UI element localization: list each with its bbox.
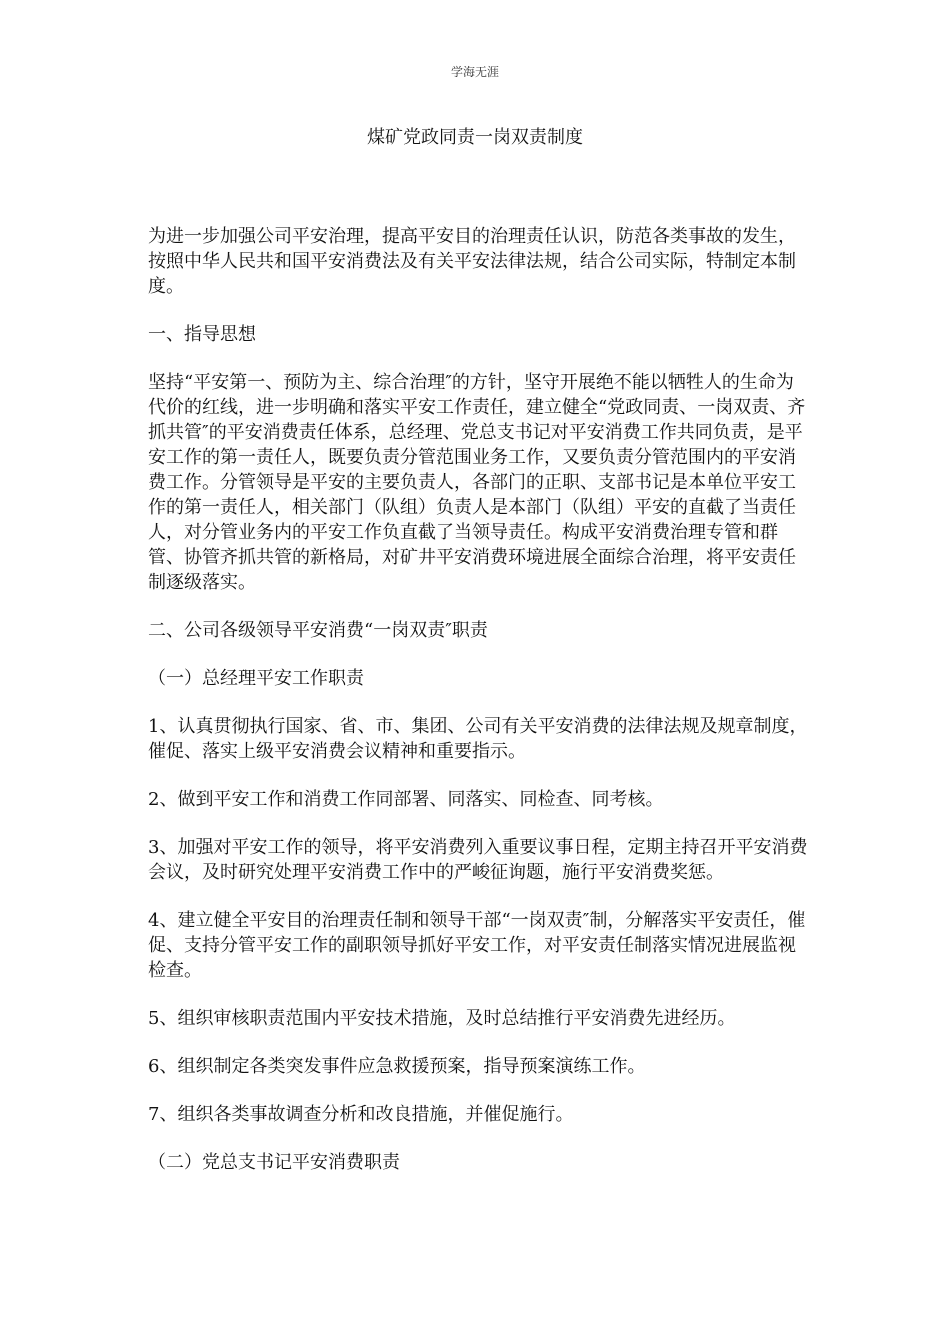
list-item-4: 4、建立健全平安目的治理责任制和领导干部“一岗双责″制，分解落实平安责任，催促、支持分管平安工作的副职领导抓好平安工作，对平安责任制落实情况进展监视检查。 — [148, 910, 806, 981]
section-1-heading: 一、指导思想 — [148, 324, 256, 345]
list-item-2: 2、做到平安工作和消费工作同部署、同落实、同检查、同考核。 — [148, 789, 664, 810]
list-item-3: 3、加强对平安工作的领导，将平安消费列入重要议事日程，定期主持召开平安消费会议，及时研究处理平安消费工作中的严峻征询题，施行平安消费奖惩。 — [148, 837, 808, 883]
document-body — [148, 224, 808, 1175]
list-item-1: 1、认真贯彻执行国家、省、市、集团、公司有关平安消费的法律法规及规章制度，催促、落实上级平安消费会议精神和重要指示。 — [148, 716, 808, 762]
subsection-1-heading: （一）总经理平安工作职责 — [148, 668, 364, 689]
intro-paragraph: 为进一步加强公司平安治理，提高平安目的治理责任认识，防范各类事故的发生，按照中华人民共和国平安消费法及有关平安法律法规，结合公司实际，特制定本制度。 — [148, 226, 796, 297]
list-item-7: 7、组织各类事故调查分析和改良措施，并催促施行。 — [148, 1104, 574, 1125]
document-title: 煤矿党政同责一岗双责制度 — [367, 127, 583, 148]
list-item-6: 6、组织制定各类突发事件应急救援预案，指导预案演练工作。 — [148, 1056, 646, 1077]
section-2-heading: 二、公司各级领导平安消费“一岗双责″职责 — [148, 620, 488, 641]
subsection-2-heading: （二）党总支书记平安消费职责 — [148, 1152, 400, 1173]
list-item-5: 5、组织审核职责范围内平安技术措施，及时总结推行平安消费先进经历。 — [148, 1008, 736, 1029]
page-header: 学海无涯 — [450, 65, 499, 79]
section-1-body: 坚持“平安第一、预防为主、综合治理″的方针，坚守开展绝不能以牺牲人的生命为代价的红线，进一步明确和落实平安工作责任，建立健全“党政同责、一岗双责、齐抓共管″的平安消费责任体系，总经理、党总支书记对平安消费工作共同负责，是平安工作的第一责任人，既要负责分管范围业务工作，又要负责分管范围内的平安消费工作。分管领导是平安的主要负责人，各部门的正职、支部书记是本单位平安工作的第一责任人，相关部门（队组）负责人是本部门（队组）平安的直截了当责任人，对分管业务内的平安工作负直截了当领导责任。构成平安消费治理专管和群管、协管齐抓共管的新格局，对矿井平安消费环境进展全面综合治理，将平安责任制逐级落实。 — [148, 372, 806, 593]
